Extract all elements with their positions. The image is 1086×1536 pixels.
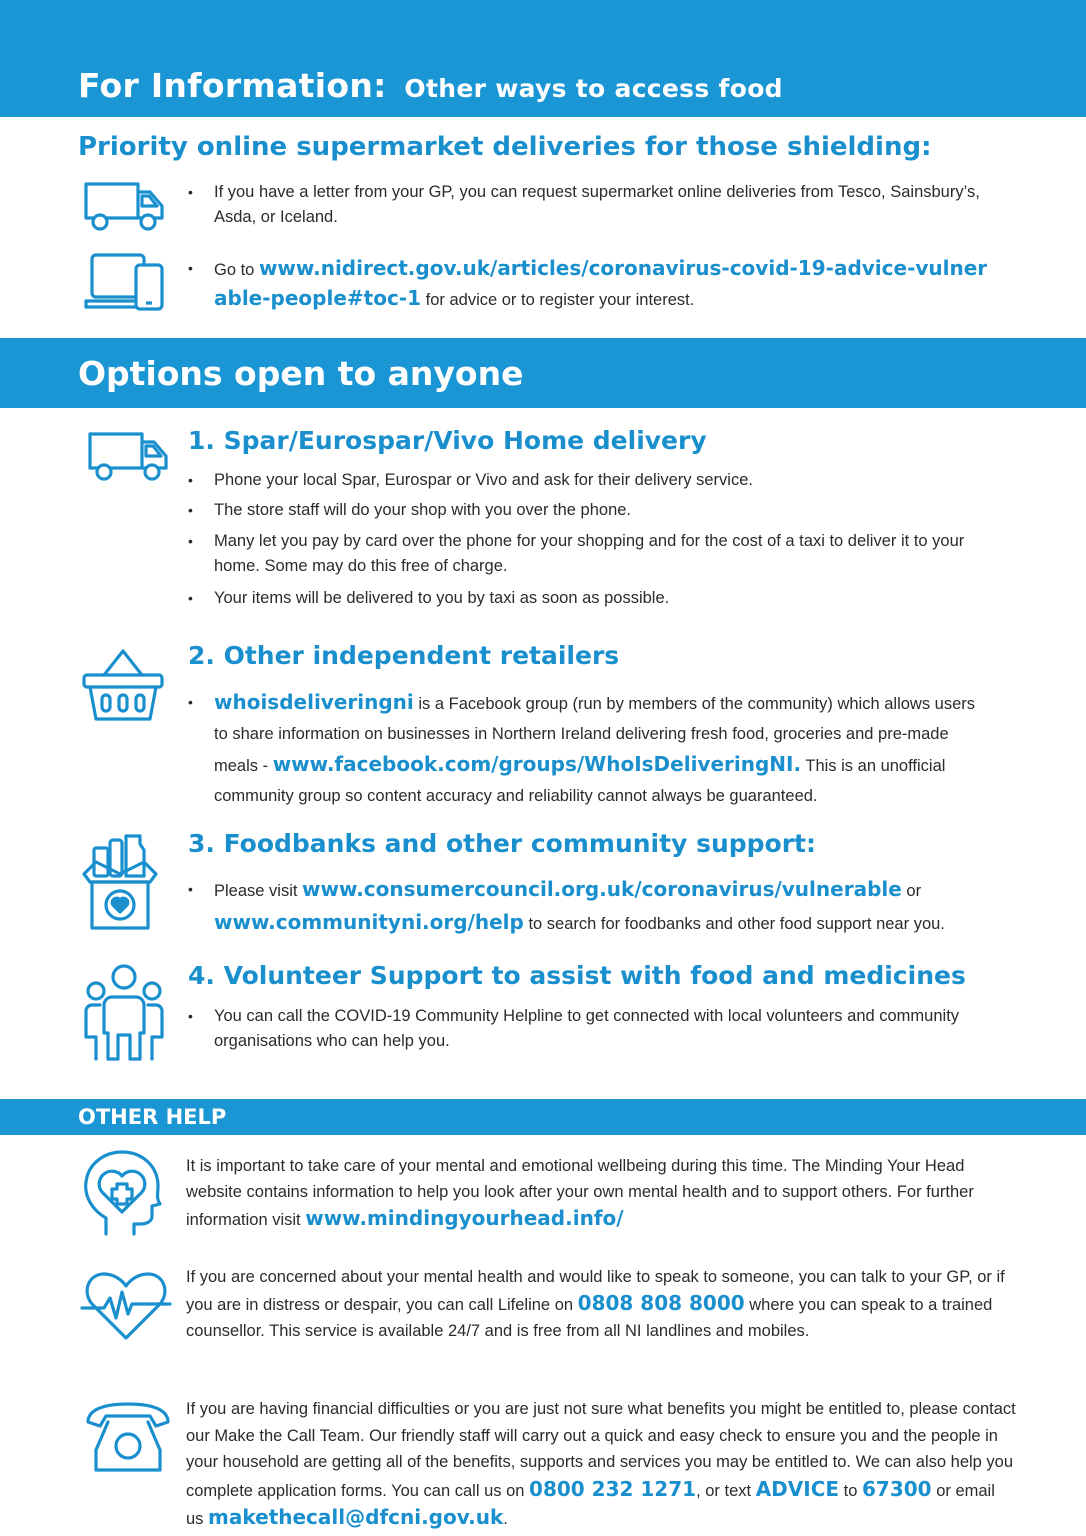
page-title — [78, 66, 783, 105]
other-help-band — [0, 1099, 1086, 1135]
wellbeing-paragraph: It is important to take care of your mental and emotional wellbeing during this time. The Minding Your Head website contains information to help you look after your own mental health and to support others. For further information visit www.mindingyourhead.info/ — [186, 1157, 974, 1230]
section1-bullet-3: • Many let you pay by card over the phone for your shopping and for the cost of a taxi to deliver it to your home. Some may do this free of charge. — [188, 532, 965, 575]
options-heading: Options open to anyone — [78, 354, 524, 393]
options-band — [0, 338, 1086, 408]
nidirect-link[interactable]: www.nidirect.gov.uk/articles/coronavirus-covid-19-advice-vulnerable-people#toc-1 — [214, 256, 988, 310]
section4-bullet: • You can call the COVID-19 Community Helpline to get connected with local volunteers and community organisations who can help you. — [188, 1007, 960, 1050]
section2-bullet: • whoisdeliveringni is a Facebook group (run by members of the community) which allows users to share information on businesses in Northern Ireland delivering fresh food, groceries and pre-made meals - www.facebook.com/groups/WhoIsDeliveringNI. This is an unofficial community group so content accuracy and reliability cannot always be guaranteed. — [188, 690, 976, 805]
advice-keyword: ADVICE — [755, 1476, 840, 1501]
section2-heading: 2. Other independent retailers — [188, 641, 620, 670]
communityni-link[interactable]: www.communityni.org/help — [214, 910, 524, 934]
heartbeat-icon — [80, 1270, 172, 1342]
title-sub: Other ways to access food — [404, 74, 783, 103]
make-the-call-phone[interactable]: 0800 232 1271 — [529, 1476, 697, 1501]
section1-bullet-2: • The store staff will do your shop with you over the phone. — [188, 501, 632, 519]
title-main: For Information: — [78, 66, 387, 105]
head-heart-icon — [80, 1150, 164, 1238]
van-icon — [86, 428, 172, 484]
lifeline-paragraph: If you are concerned about your mental health and would like to speak to someone, you can talk to your GP, or if you are in distress or despair, you can call Lifeline on 0808 808 8000 where you can speak to a trained counsellor. This service is available 24/7 and is free from all NI landlines and mobiles. — [186, 1268, 1005, 1340]
priority-bullet-1: • If you have a letter from your GP, you can request supermarket online deliveries from Tesco, Sainsbury’s, Asda, or Iceland. — [188, 183, 980, 226]
people-icon — [80, 963, 168, 1063]
section3-heading: 3. Foodbanks and other community support: — [188, 829, 816, 858]
telephone-icon — [84, 1400, 172, 1474]
food-box-icon — [80, 832, 160, 932]
section3-bullet: • Please visit www.consumercouncil.org.uk/coronavirus/vulnerable or www.communityni.org/help to search for foodbanks and other food support near you. — [188, 877, 945, 934]
section1-heading: 1. Spar/Eurospar/Vivo Home delivery — [188, 426, 707, 455]
section1-bullet-1: • Phone your local Spar, Eurospar or Vivo and ask for their delivery service. — [188, 471, 753, 489]
basket-icon — [80, 645, 166, 725]
makethecall-email-link[interactable]: makethecall@dfcni.gov.uk — [208, 1505, 504, 1529]
text-number[interactable]: 67300 — [862, 1476, 932, 1501]
other-help-heading: OTHER HELP — [78, 1105, 227, 1129]
van-icon — [82, 178, 168, 234]
section4-heading: 4. Volunteer Support to assist with food and medicines — [188, 961, 966, 990]
facebook-group-link[interactable]: www.facebook.com/groups/WhoIsDeliveringNI. — [272, 752, 802, 776]
make-the-call-paragraph: If you are having financial difficulties or you are just not sure what benefits you might be entitled to, please contact our Make the Call Team. Our friendly staff will carry out a quick and easy check to ensure you and the people in your household are getting all of the benefits, supports and services you may be entitled to. We can also help you complete application forms. You can call us on 0800 232 1271, or text ADVICE to 67300 or email us makethecall@dfcni.gov.uk. — [186, 1400, 1016, 1529]
header-band — [0, 0, 1086, 117]
mindingyourhead-link[interactable]: www.mindingyourhead.info/ — [305, 1206, 624, 1230]
lifeline-phone[interactable]: 0808 808 8000 — [577, 1291, 745, 1315]
consumercouncil-link[interactable]: www.consumercouncil.org.uk/coronavirus/vulnerable — [302, 877, 902, 901]
devices-icon — [84, 251, 166, 311]
priority-bullet-2: • Go to www.nidirect.gov.uk/articles/coronavirus-covid-19-advice-vulnerable-people#toc-1 for advice or to register your interest. — [188, 256, 988, 310]
section1-bullet-4: • Your items will be delivered to you by taxi as soon as possible. — [188, 589, 670, 607]
whoisdeliveringni-link[interactable]: whoisdeliveringni — [214, 690, 414, 714]
priority-heading: Priority online supermarket deliveries for those shielding: — [78, 132, 932, 162]
